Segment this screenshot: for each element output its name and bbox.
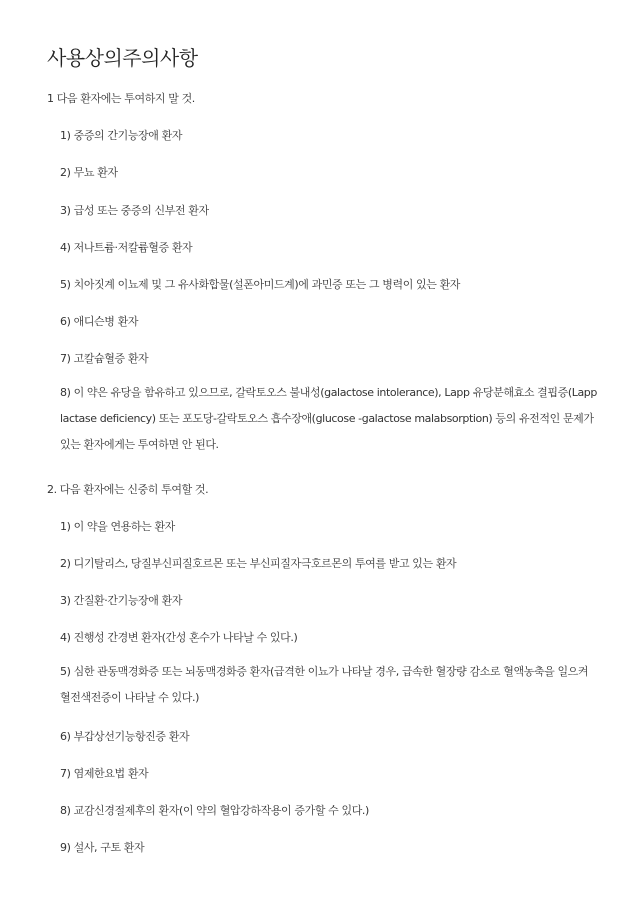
contraindication-item-2: 2) 무뇨 환자 [60,166,118,179]
contraindication-item-1: 1) 중증의 간기능장애 환자 [60,129,183,142]
caution-item-5: 5) 심한 관동맥경화증 또는 뇌동맥경화증 환자(급격한 이뇨가 나타날 경우, 급속한 혈장량 감소로 혈액농축을 일으켜 혈전색전증이 나타날 수 있다.) [60,665,589,704]
caution-item-9: 9) 설사, 구토 환자 [60,841,145,854]
contraindication-item-8: 8) 이 약은 유당을 함유하고 있으므로, 갈락토오스 불내성(galactose intolerance), Lapp 유당분해효소 결핍증(Lapp lactase deficiency) 또는 포도당-갈락토오스 흡수장애(glucose -galactose malabsorption) 등의 유전적인 문제가 있는 환자에게는 투여하면 안 된다. [60,386,597,451]
caution-item-7: 7) 염제한요법 환자 [60,767,149,780]
section-2-heading: 2. 다음 환자에는 신중히 투여할 것. [47,483,209,496]
caution-item-4: 4) 진행성 간경변 환자(간성 혼수가 나타날 수 있다.) [60,631,298,644]
caution-item-3: 3) 간질환·간기능장애 환자 [60,594,183,607]
contraindication-item-6: 6) 애디슨병 환자 [60,315,139,328]
caution-item-1: 1) 이 약을 연용하는 환자 [60,520,175,533]
contraindication-item-7: 7) 고칼슘혈증 환자 [60,352,149,365]
contraindication-item-3: 3) 급성 또는 중증의 신부전 환자 [60,204,209,217]
page-title: 사용상의주의사항 [47,46,198,70]
contraindication-item-5: 5) 치아짓계 이뇨제 및 그 유사화합물(설폰아미드계)에 과민증 또는 그 병력이 있는 환자 [60,278,461,291]
caution-item-6: 6) 부갑상선기능항진증 환자 [60,730,190,743]
caution-item-8: 8) 교감신경절제후의 환자(이 약의 혈압강하작용이 증가할 수 있다.) [60,804,369,817]
section-1-heading: 1 다음 환자에는 투여하지 말 것. [47,92,195,105]
contraindication-item-4: 4) 저나트륨·저칼륨혈증 환자 [60,241,193,254]
caution-item-2: 2) 디기탈리스, 당질부신피질호르몬 또는 부신피질자극호르몬의 투여를 받고 있는 환자 [60,557,457,570]
